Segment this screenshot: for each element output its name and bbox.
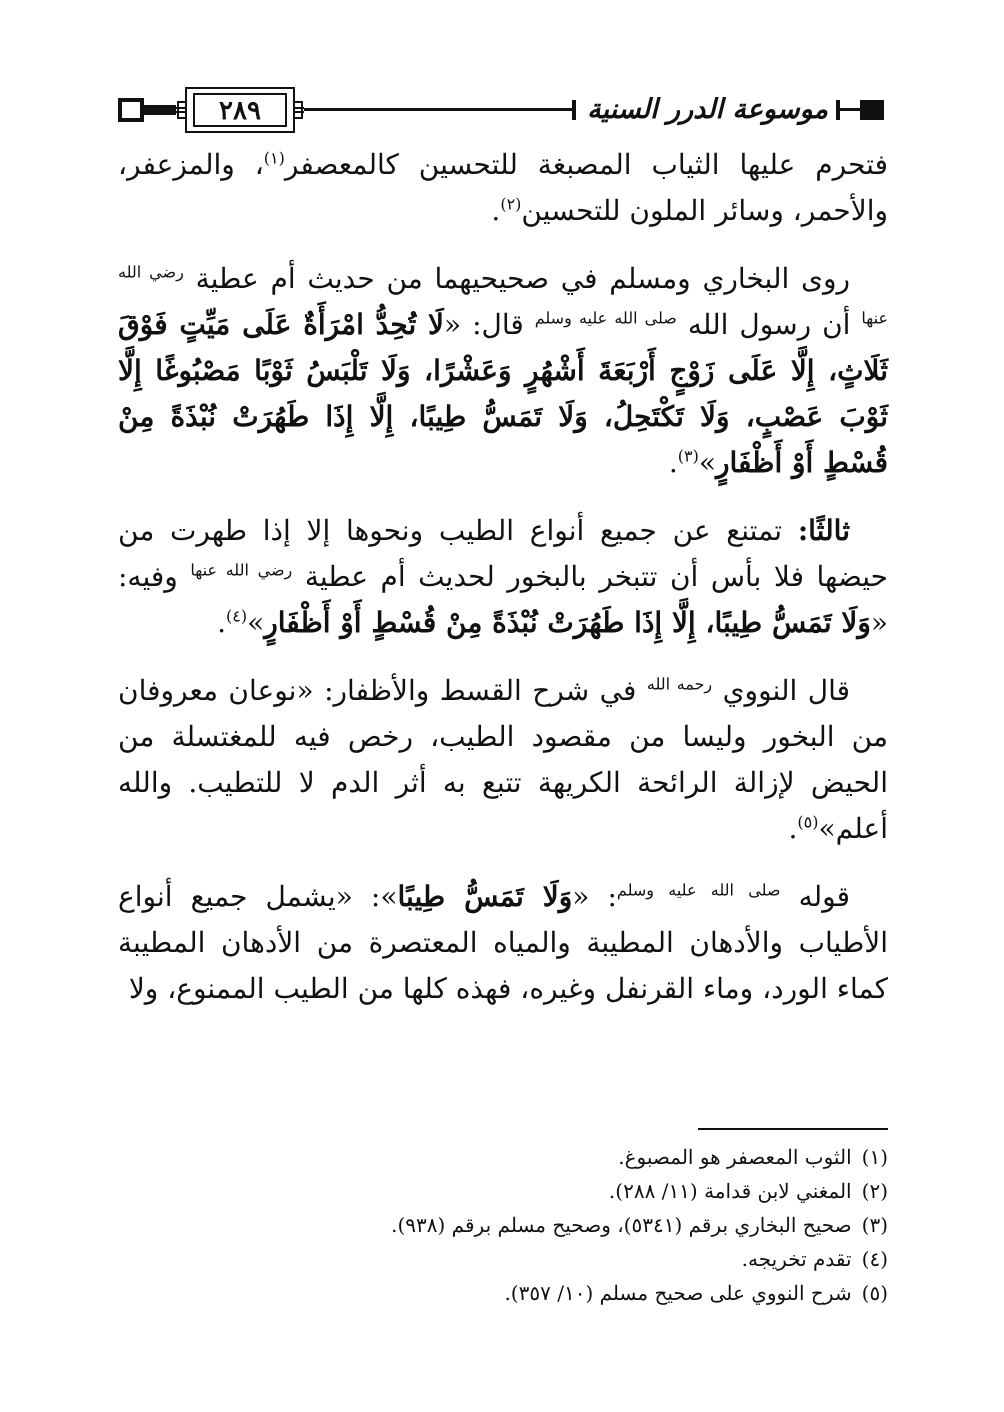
page-number: ٢٨٩ — [219, 96, 261, 126]
footnote-number: (٤) — [861, 1247, 888, 1271]
footnote-text: الثوب المعصفر هو المصبوغ. — [618, 1145, 852, 1169]
paragraph-2 — [118, 256, 888, 486]
footnote-5 — [118, 1276, 888, 1310]
main-text — [118, 142, 888, 1034]
footnote-number: (٢) — [861, 1179, 888, 1203]
p2-text-c: قال: « — [444, 308, 524, 341]
footnote-ref-5: (٥) — [797, 812, 819, 832]
footnote-ref-4: (٤) — [226, 606, 248, 626]
honorific-glyph: رضي الله عنها — [190, 560, 293, 580]
p2-text-e: . — [668, 446, 678, 479]
p4-text-a: قال النووي — [722, 674, 851, 707]
footnote-4 — [118, 1242, 888, 1276]
honorific-glyph: رحمه الله — [646, 674, 713, 694]
p3-text-b: وفيه: « — [118, 560, 888, 639]
hadith-text: وَلَا تَمَسُّ طِيبًا، إِلَّا إِذَا طَهُرَتْ نُبْذَةً مِنْ قُسْطٍ أَوْ أَظْفَارٍ — [264, 606, 871, 639]
series-title: موسوعة الدرر السنية — [587, 94, 828, 125]
honorific-glyph: صلى الله عليه وسلم — [616, 880, 781, 900]
section-label: ثالثًا: — [797, 514, 850, 547]
p3-text-c: » — [247, 606, 265, 639]
page-header — [118, 78, 886, 140]
paragraph-5 — [118, 874, 888, 1012]
footnote-ref-1: (١) — [263, 148, 285, 168]
p3-text-d: . — [217, 606, 226, 639]
hadith-text: لَا تُحِدُّ امْرَأَةٌ عَلَى مَيِّتٍ فَوْقَ ثَلَاثٍ، إِلَّا عَلَى زَوْجٍ أَرْبَعَةَ أَشْهُرٍ وَعَشْرًا، وَلَا تَلْبَسُ ثَوْبًا مَصْبُوغًا إِلَّا ثَوْبَ عَصْبٍ، وَلَا تَكْتَحِلُ، وَلَا تَمَسُّ طِيبًا، إِلَّا إِذَا طَهُرَتْ نُبْذَةً مِنْ قُسْطٍ أَوْ أَظْفَارٍ — [118, 308, 888, 479]
footnote-number: (١) — [861, 1145, 888, 1169]
footnote-number: (٣) — [861, 1213, 888, 1237]
footnote-1 — [118, 1140, 888, 1174]
p2-text-d: » — [698, 446, 716, 479]
footnote-text: تقدم تخريجه. — [741, 1247, 852, 1271]
p4-text-b: في شرح القسط والأظفار: «نوعان معروفان من البخور وليسا من مقصود الطيب، رخص فيه للمغتسلة من الحيض لإزالة الرائحة الكريهة تتبع به أثر الدم لا للتطيب. والله أعلم» — [118, 674, 888, 845]
paragraph-3 — [118, 508, 888, 646]
footnote-2 — [118, 1174, 888, 1208]
p1-text-a: فتحرم عليها الثياب المصبغة للتحسين كالمعصفر — [284, 148, 888, 181]
p4-text-c: . — [788, 812, 798, 845]
footnote-3 — [118, 1208, 888, 1242]
hadith-quote: وَلَا تَمَسُّ طِيبًا — [397, 880, 573, 913]
p3-text-a: تمتنع عن جميع أنواع الطيب ونحوها إلا إذا طهرت من حيضها فلا بأس أن تتبخر بالبخور لحديث أم عطية — [118, 514, 888, 593]
paragraph-4 — [118, 668, 888, 852]
p5-text-b: : « — [572, 880, 617, 913]
honorific-glyph: صلى الله عليه وسلم — [534, 308, 677, 328]
footnote-divider — [698, 1128, 888, 1130]
footnote-number: (٥) — [861, 1281, 888, 1305]
p1-text-c: . — [491, 194, 501, 227]
footnotes — [118, 1140, 888, 1310]
p2-text-a: روى البخاري ومسلم في صحيحيهما من حديث أم عطية — [195, 262, 850, 295]
footnote-text: شرح النووي على صحيح مسلم (١٠/ ٣٥٧). — [504, 1281, 852, 1305]
footnote-text: صحيح البخاري برقم (٥٣٤١)، وصحيح مسلم برقم (٩٣٨). — [391, 1213, 852, 1237]
footnote-ref-2: (٢) — [500, 194, 522, 214]
p5-text-a: قوله — [798, 880, 850, 913]
p5-text-c: »: «يشمل جميع أنواع الأطياب والأدهان المطيبة والمياه المعتصرة من الأدهان المطيبة كماء الورد، وماء القرنفل وغيره، فهذه كلها من الطيب الممنوع، ولا — [118, 880, 888, 1005]
p2-text-b: أن رسول الله — [687, 308, 851, 341]
footnote-ref-3: (٣) — [677, 446, 699, 466]
footnote-text: المغني لابن قدامة (١١/ ٢٨٨). — [608, 1179, 852, 1203]
honorific-glyph: رضي الله عنها — [118, 262, 889, 328]
p1-text-b: ، والمزعفر، والأحمر، وسائر الملون للتحسين — [118, 148, 888, 227]
paragraph-1 — [118, 142, 888, 234]
